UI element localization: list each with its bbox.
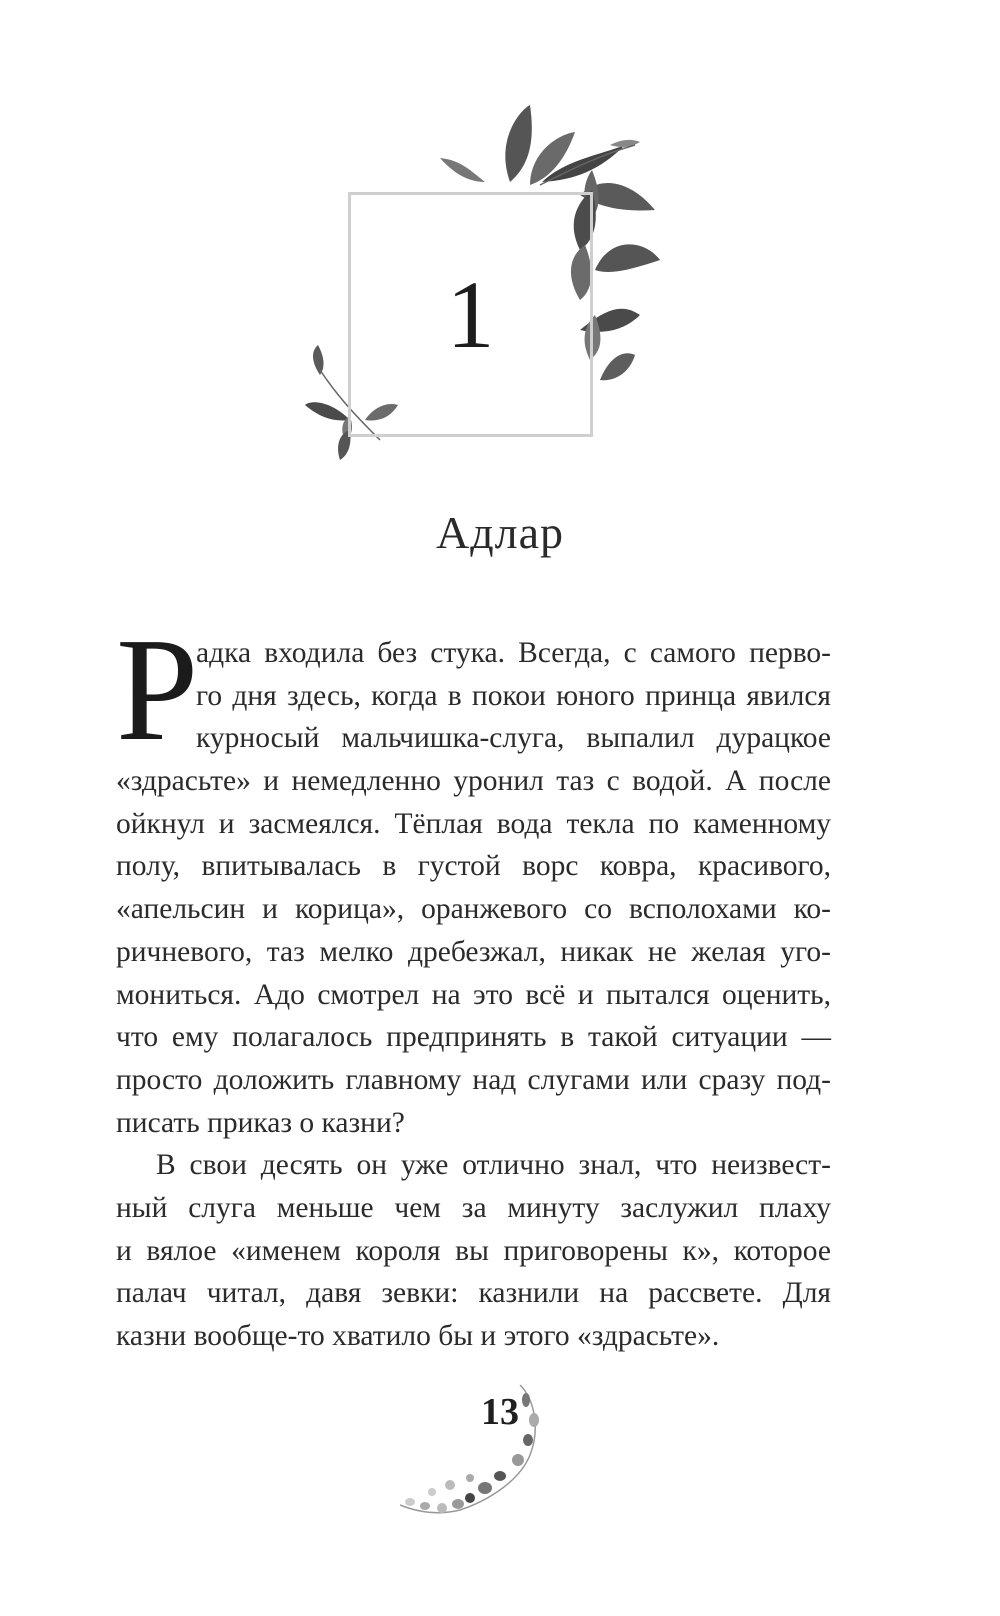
text-line: писать приказ о казни? <box>116 1106 405 1139</box>
text-line: палач читал, давя зевки: казнили на рассвете. Для <box>116 1277 831 1310</box>
text-line: В свои десять он уже отлично знал, что неизвест- <box>156 1149 831 1182</box>
body-text <box>116 632 831 1358</box>
text-line: го дня здесь, когда в покои юного принца явился <box>196 679 831 712</box>
chapter-ornament <box>280 100 700 480</box>
chapter-title: Адлар <box>436 507 564 558</box>
paragraph-2 <box>116 1144 831 1357</box>
text-line: казни вообще-то хватило бы и этого «здрасьте». <box>116 1320 720 1352</box>
paragraph-1 <box>116 632 831 1144</box>
text-line: полу, впитывалась в густой ворс ковра, красивого, <box>116 850 831 883</box>
text-line: «апельсин и корица», оранжевого со всполохами ко- <box>116 893 831 926</box>
text-line: курносый мальчишка-слуга, выпалил дурацкое <box>196 722 831 755</box>
text-line: ойкнул и засмеялся. Тёплая вода текла по каменному <box>116 807 831 840</box>
text-line: мониться. Адо смотрел на это всё и пытался оценить, <box>116 978 831 1011</box>
text-line: что ему полагалось предпринять в такой ситуации — <box>116 1021 831 1054</box>
text-line: и вялое «именем короля вы приговорены к», которое <box>116 1234 831 1267</box>
page-number: 13 <box>481 1391 519 1433</box>
text-line: адка входила без стука. Всегда, с самого перво- <box>196 637 831 669</box>
text-line: «здрасьте» и немедленно уронил таз с водой. А после <box>116 765 831 798</box>
text-line: просто доложить главному над слугами или сразу под- <box>116 1063 831 1096</box>
chapter-number: 1 <box>446 261 495 368</box>
text-line: ный слуга меньше чем за минуту заслужил плаху <box>116 1191 831 1224</box>
drop-cap-letter: Р <box>116 608 199 772</box>
text-line: ричневого, таз мелко дребезжал, никак не желая уго- <box>116 935 831 968</box>
